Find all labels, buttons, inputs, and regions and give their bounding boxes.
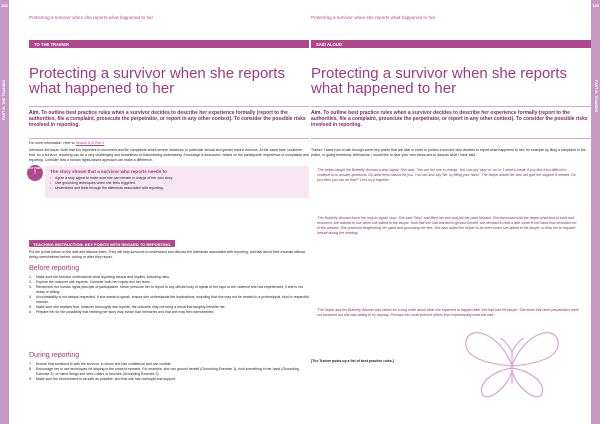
divider (311, 138, 591, 139)
running-header-left: Protecting a survivor when she reports what happened to her (29, 15, 154, 20)
aim-text: To outline best practice rules when a survivor decides to describe her experience formally (report to the authorities, file a complaint, prosecute the perpetrator, or report in any other context). To consider the possible risks involved in reporting. (311, 110, 588, 129)
list-item: 2. Explore the outcome she expects. Consider both her hopes and her fears. (29, 280, 151, 284)
during-reporting-list (29, 362, 309, 382)
exclamation-icon: ! (34, 170, 36, 176)
page-title-left: Protecting a survivor when she reports what happened to her (29, 65, 285, 97)
divider (29, 106, 309, 107)
aim-label: Aim. (311, 110, 322, 116)
list-item: • Agree a stop signal to make sure she can remain in charge of her own story. (50, 176, 304, 181)
section-band-left: TO THE TRAINER (29, 40, 309, 48)
before-reporting-list (29, 275, 309, 315)
running-header-right: Protecting a survivor when she reports what happened to her (311, 15, 436, 20)
list-item: 9. Make sure the environment is as safe as possible, and that she has oversight and support. (29, 377, 177, 381)
left-page (29, 0, 309, 424)
trainer-note: [The Trainer posts up a list of best practice rules.] (311, 359, 394, 363)
story-list (50, 176, 304, 191)
list-item: 7. Ensure that someone is with the survivor, in whom she has confidence and can confide. (29, 362, 172, 366)
butterfly-icon (460, 322, 564, 404)
key-point-icon (27, 165, 43, 181)
section-tab-right: PART III: TRAINING (594, 80, 598, 113)
aim-label: Aim. (29, 110, 40, 116)
list-item: 8. Encourage her to use techniques for staying in the present moment. For example, she can ground herself (Grounding Exercise 1), hold something in her hand (Grounding Exercise 3), or name things she sees, hears or touches (Grounding Exercise 2). (29, 367, 299, 376)
list-item: 4. Accountability is not always respected. If she wants to speak, ensure she understands the implications, including that she may not be treated in a professional, kind or respectful manner. (29, 295, 309, 304)
section-band-right: SAID ALOUD (311, 40, 591, 48)
before-reporting-heading: Before reporting (29, 265, 80, 272)
divider (311, 106, 591, 107)
right-edge-strip (591, 0, 600, 424)
trainer-intro: Trainer: I want now to talk through some key points that are vital in order to protect a survivor who decides to report what happened to her; for example by filing a complaint to the police, or giving testimony. Afterwards, I would like to hear your own views and to discuss what I have said. (311, 148, 586, 157)
section-link[interactable]: Section 8 of Part II (75, 141, 105, 145)
story-quote-3: 'The helper and the Butterfly Woman also talked for a long while about what she expected to happen after she had told the lawyer. She knew that other perpetrators were not punished but she was willing to try anyway. Perhaps this could prevent others from experiencing what she had.' (317, 308, 579, 317)
during-reporting-heading: During reporting (29, 352, 80, 359)
page-title-right: Protecting a survivor when she reports what happened to her (311, 65, 567, 97)
left-edge-strip (0, 0, 9, 424)
aim-text: To outline best practice rules when a survivor decides to describe her experience formally (report to the authorities, file a complaint, prosecute the perpetrator, or report in any other context). To consider the possible risks involved in reporting. (29, 110, 306, 129)
aim-block-right (311, 110, 591, 129)
key-point-box (45, 166, 309, 198)
key-point-label: KEY POINT (28, 167, 42, 170)
story-box-title: The story shows that a survivor who reports needs to (50, 169, 167, 174)
divider (29, 138, 309, 139)
aim-block-left (29, 110, 309, 129)
list-item: 6. Prepare her for the possibility that retelling her story may evoke bad memories and that she may feel overwhelmed. (29, 310, 215, 314)
list-item: • Use grounding techniques when she feels triggered. (50, 181, 304, 186)
story-quote-2: 'The Butterfly Woman found her way to signal 'stop'. She said "Stop" and lifted her arm and put her palm forward. She discussed with the helper what kind of tools and resources she wanted to use when she talked to the lawyer. Now that she had learned to ground herself, she decided to hold a little stone in her hand that reminded her of the present. She practised lengthening her spine and grounding her feet. She also asked the helper to be there when she talked to the lawyer, to help her to regulate herself during the meeting.' (317, 216, 577, 235)
list-item: 1. Make sure the survivor understands what reporting means and implies, including risks. (29, 275, 170, 279)
list-item: 5. Make sure she realises that, however thoroughly she reports, the outcome may not bring a result that tangibly benefits her. (29, 305, 226, 309)
page-number-left: 108 (1, 3, 8, 8)
list-item: 3. Remember the human rights principle of participation. Never pressure her to report to any official body or speak of her rape or the violence she has experienced, if she is not ready or willing. (29, 285, 303, 294)
story-quote-1: 'The helper taught the Butterfly Woman a stop signal. She said: "You are the one in charge. You can say 'stop' or 'no' or 'I need a break' if you find it too difficult to continue or to answer questions. Do what feels natural for you. You can also say 'No' by lifting your hand." The helper asked her who will give her support if needed. Do you think you can do that?" Let's try it together.' (317, 168, 576, 182)
intro-paragraph: Introduce the issue. Note that it is important to document and file complaints about severe violations, in particular sexual and gender based violence. At the same time, underline that, for a survivor, reporting can be a very challenging and sometimes re-traumatizing undertaking. Encourage a discussion, based on the participants' experience of complaints and reporting. Consider how a human rights-based approach can make a difference. (29, 148, 309, 162)
more-info-text: For more information, refer to (29, 141, 76, 145)
list-item: • Understand and think through the dilemmas associated with reporting. (50, 186, 304, 191)
more-info-line (29, 141, 309, 146)
teaching-instruction-band: TEACHING INSTRUCTION: KEY POINTS WITH REGARD TO REPORTING. (29, 240, 175, 247)
teaching-intro: Put the points below on the wall and discuss them. They will help survivors to understand and discuss the dilemmas associated with reporting, and talk about their traumas without being overwhelmed before, during or after they report. (29, 250, 306, 259)
page-number-right: 109 (592, 3, 599, 8)
section-tab-left: PART III: THE TRAINING (2, 79, 6, 120)
